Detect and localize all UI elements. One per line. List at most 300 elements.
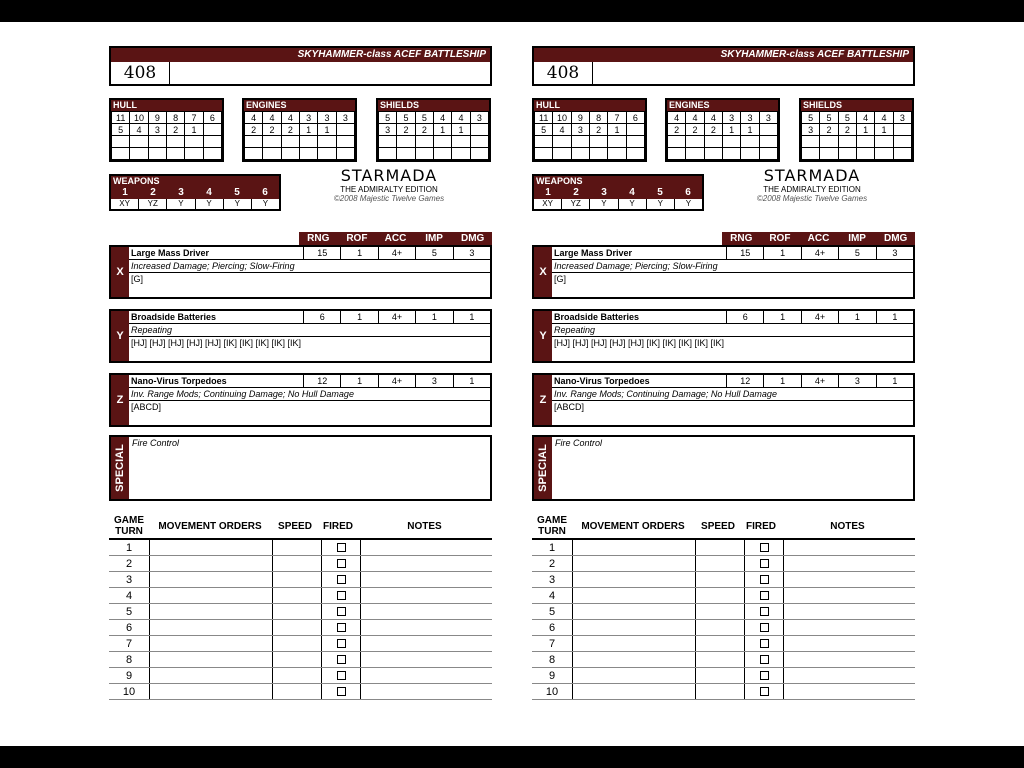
engines-box[interactable]: 2 [668,124,686,136]
hull-box[interactable]: 8 [589,112,607,124]
hull-box[interactable]: 2 [166,124,184,136]
fired-checkbox-cell[interactable] [744,652,783,667]
shields-box[interactable]: 5 [397,112,415,124]
hull-blank-box[interactable] [112,148,130,160]
speed-cell[interactable] [695,572,744,587]
turn-number: 3 [125,573,133,586]
weapon-traits: Repeating [129,324,490,337]
fired-checkbox-cell[interactable] [321,684,360,699]
engines-blank-box[interactable] [759,136,777,148]
speed-cell[interactable] [695,540,744,555]
weapon-name: Nano-Virus Torpedoes [131,376,227,386]
shields-box[interactable]: 4 [875,112,893,124]
engines-blank-box[interactable] [318,136,336,148]
hull-blank-box[interactable] [130,136,148,148]
hull-blank-box[interactable] [535,136,553,148]
engines-box[interactable]: 3 [722,112,740,124]
engines-box[interactable] [759,124,777,136]
weapon-box-z [532,373,915,427]
movement-orders-cell[interactable] [572,652,695,667]
engines-blank-box[interactable] [281,148,299,160]
speed-cell[interactable] [272,684,321,699]
shields-box[interactable]: 3 [802,124,820,136]
fired-checkbox-cell[interactable] [321,540,360,555]
notes-cell[interactable] [360,636,492,651]
engines-blank-box[interactable] [704,148,722,160]
weapon-stat: 1 [763,311,800,323]
speed-cell[interactable] [272,556,321,571]
fired-checkbox-cell[interactable] [744,540,783,555]
fired-checkbox[interactable] [760,687,769,696]
hull-box[interactable]: 7 [608,112,626,124]
hull-box[interactable] [203,124,221,136]
fired-checkbox-cell[interactable] [744,684,783,699]
hull-blank-box[interactable] [553,136,571,148]
engines-box[interactable]: 2 [686,124,704,136]
shields-box[interactable]: 5 [415,112,433,124]
fired-checkbox[interactable] [337,639,346,648]
hull-box[interactable]: 4 [130,124,148,136]
engines-box[interactable]: 4 [668,112,686,124]
movement-orders-cell[interactable] [572,620,695,635]
fired-checkbox[interactable] [337,687,346,696]
shields-blank-box[interactable] [415,136,433,148]
hull-blank-box[interactable] [166,148,184,160]
shields-box[interactable]: 4 [452,112,470,124]
engines-label: ENGINES [667,100,778,111]
speed-cell[interactable] [695,620,744,635]
weapon-arc-number: 2 [573,187,579,198]
shields-blank-box[interactable] [838,136,856,148]
fired-checkbox-cell[interactable] [321,652,360,667]
fired-checkbox[interactable] [760,543,769,552]
movement-orders-cell[interactable] [149,636,272,651]
weapon-stat: 1 [763,247,800,259]
shields-blank-box[interactable] [397,148,415,160]
engines-box[interactable]: 3 [299,112,317,124]
notes-cell[interactable] [783,572,915,587]
movement-orders-cell[interactable] [149,540,272,555]
log-header-speed: SPEED [701,520,735,532]
engines-box[interactable]: 1 [722,124,740,136]
hull-box[interactable]: 1 [185,124,203,136]
engines-blank-box[interactable] [336,148,354,160]
speed-cell[interactable] [272,588,321,603]
fired-checkbox[interactable] [337,575,346,584]
hull-blank-box[interactable] [589,148,607,160]
weapon-traits: Inv. Range Mods; Continuing Damage; No Hull Damage [552,388,913,401]
shields-box[interactable]: 5 [820,112,838,124]
shields-box[interactable]: 1 [433,124,451,136]
notes-cell[interactable] [360,556,492,571]
hull-box[interactable]: 7 [185,112,203,124]
logo-subtitle: THE ADMIRALTY EDITION [763,185,861,194]
engines-box[interactable]: 2 [245,124,263,136]
engines-blank-box[interactable] [245,148,263,160]
engines-box[interactable]: 2 [263,124,281,136]
shields-blank-box[interactable] [397,136,415,148]
log-row [109,652,492,668]
movement-orders-cell[interactable] [149,588,272,603]
weapon-stat: 6 [726,311,763,323]
engines-box[interactable]: 2 [704,124,722,136]
weapon-name: Broadside Batteries [131,312,217,322]
speed-cell[interactable] [695,636,744,651]
weapon-arc-value: Y [647,199,675,209]
hull-box[interactable]: 10 [553,112,571,124]
shields-box[interactable]: 3 [379,124,397,136]
turn-number: 3 [548,573,556,586]
speed-cell[interactable] [272,604,321,619]
fired-checkbox-cell[interactable] [321,620,360,635]
stat-header: DMG [461,233,485,244]
shields-box[interactable]: 5 [802,112,820,124]
movement-orders-cell[interactable] [572,684,695,699]
hull-box[interactable]: 6 [203,112,221,124]
engines-blank-box[interactable] [722,148,740,160]
shields-blank-box[interactable] [470,136,488,148]
engines-box[interactable]: 4 [686,112,704,124]
weapon-stat: 1 [340,375,377,387]
shields-blank-box[interactable] [893,136,911,148]
engines-box[interactable]: 1 [318,124,336,136]
speed-cell[interactable] [272,572,321,587]
engines-blank-box[interactable] [722,136,740,148]
shields-blank-box[interactable] [802,136,820,148]
engines-box[interactable]: 3 [741,112,759,124]
logo-title: STARMADA [763,166,861,185]
hull-blank-box[interactable] [571,136,589,148]
fired-checkbox[interactable] [337,543,346,552]
weapon-id: Y [534,311,552,361]
shields-box[interactable]: 4 [433,112,451,124]
hull-box[interactable]: 5 [535,124,553,136]
movement-orders-cell[interactable] [572,556,695,571]
weapon-stat: 5 [838,247,875,259]
logo-copyright: ©2008 Majestic Twelve Games [333,194,445,203]
movement-orders-cell[interactable] [149,572,272,587]
fired-checkbox-cell[interactable] [744,668,783,683]
movement-orders-cell[interactable] [149,604,272,619]
fired-checkbox[interactable] [760,607,769,616]
stat-header: RNG [730,233,753,244]
notes-cell[interactable] [360,572,492,587]
fired-checkbox-cell[interactable] [321,556,360,571]
special-text: Fire Control [555,438,603,448]
speed-cell[interactable] [695,652,744,667]
log-row [532,668,915,684]
shields-blank-box[interactable] [470,148,488,160]
notes-cell[interactable] [783,684,915,699]
movement-orders-cell[interactable] [572,668,695,683]
fired-checkbox-cell[interactable] [744,556,783,571]
shields-blank-box[interactable] [802,148,820,160]
shields-box[interactable] [470,124,488,136]
shields-box[interactable]: 1 [875,124,893,136]
starmada-logo [309,166,469,203]
engines-box[interactable]: 4 [281,112,299,124]
turn-number: 1 [548,541,556,554]
fired-checkbox[interactable] [760,655,769,664]
movement-orders-cell[interactable] [149,684,272,699]
shields-blank-box[interactable] [379,148,397,160]
shields-box[interactable]: 2 [397,124,415,136]
weapon-stat: 1 [453,375,490,387]
hull-blank-box[interactable] [608,136,626,148]
weapon-stat: 4+ [801,375,838,387]
engines-box[interactable]: 2 [281,124,299,136]
movement-orders-cell[interactable] [149,620,272,635]
notes-cell[interactable] [360,540,492,555]
notes-cell[interactable] [783,620,915,635]
fired-checkbox-cell[interactable] [744,604,783,619]
shields-blank-box[interactable] [820,148,838,160]
shields-blank-box[interactable] [452,148,470,160]
fired-checkbox-cell[interactable] [744,588,783,603]
hull-box[interactable] [626,124,644,136]
weapon-arc-value: Y [619,199,647,209]
shields-box[interactable]: 2 [838,124,856,136]
shields-blank-box[interactable] [875,136,893,148]
fired-checkbox-cell[interactable] [321,604,360,619]
hull-blank-box[interactable] [626,148,644,160]
engines-box[interactable] [336,124,354,136]
engines-blank-box[interactable] [281,136,299,148]
engines-blank-box[interactable] [263,136,281,148]
hull-box[interactable]: 3 [571,124,589,136]
weapon-stat: 1 [838,311,875,323]
hull-blank-box[interactable] [148,148,166,160]
weapon-traits: Increased Damage; Piercing; Slow-Firing [552,260,913,273]
fired-checkbox[interactable] [760,559,769,568]
engines-box[interactable]: 4 [263,112,281,124]
hull-blank-box[interactable] [553,148,571,160]
fired-checkbox[interactable] [760,591,769,600]
fired-checkbox[interactable] [337,655,346,664]
fired-checkbox-cell[interactable] [744,636,783,651]
fired-checkbox[interactable] [337,591,346,600]
shields-blank-box[interactable] [379,136,397,148]
notes-cell[interactable] [360,652,492,667]
fired-checkbox[interactable] [337,607,346,616]
speed-cell[interactable] [695,556,744,571]
fired-checkbox[interactable] [760,671,769,680]
engines-blank-box[interactable] [245,136,263,148]
fired-checkbox-cell[interactable] [321,588,360,603]
hull-box[interactable]: 11 [535,112,553,124]
hull-box[interactable]: 8 [166,112,184,124]
engines-box[interactable]: 1 [299,124,317,136]
shields-blank-box[interactable] [856,148,874,160]
speed-cell[interactable] [272,620,321,635]
movement-orders-cell[interactable] [149,652,272,667]
weapon-arc-number: 6 [685,187,691,198]
notes-cell[interactable] [360,684,492,699]
hull-box[interactable]: 6 [626,112,644,124]
shields-box[interactable]: 3 [893,112,911,124]
engines-blank-box[interactable] [263,148,281,160]
weapons-label: WEAPONS [113,176,160,186]
log-row [532,652,915,668]
shields-blank-box[interactable] [820,136,838,148]
speed-cell[interactable] [272,668,321,683]
movement-orders-cell[interactable] [572,636,695,651]
shields-label: SHIELDS [801,100,912,111]
fired-checkbox[interactable] [760,639,769,648]
weapon-arc-value: Y [685,199,692,208]
hull-blank-box[interactable] [626,136,644,148]
hull-blank-box[interactable] [166,136,184,148]
engines-box[interactable]: 3 [336,112,354,124]
speed-cell[interactable] [272,636,321,651]
notes-cell[interactable] [783,636,915,651]
engines-label: ENGINES [244,100,355,111]
notes-cell[interactable] [783,588,915,603]
shields-box[interactable]: 3 [470,112,488,124]
shields-blank-box[interactable] [433,148,451,160]
hull-box[interactable]: 9 [148,112,166,124]
hull-blank-box[interactable] [185,136,203,148]
movement-orders-cell[interactable] [572,604,695,619]
fired-checkbox-cell[interactable] [321,572,360,587]
hull-blank-box[interactable] [203,148,221,160]
hull-box[interactable]: 11 [112,112,130,124]
notes-cell[interactable] [360,668,492,683]
fired-checkbox[interactable] [760,575,769,584]
weapon-arc-value: Y [224,199,252,209]
ship-sheet-right [532,46,915,698]
weapon-arc-number: 3 [601,187,607,198]
speed-cell[interactable] [695,588,744,603]
engines-blank-box[interactable] [741,136,759,148]
engines-box[interactable]: 3 [759,112,777,124]
fired-checkbox[interactable] [337,623,346,632]
notes-cell[interactable] [360,588,492,603]
shields-box[interactable]: 5 [379,112,397,124]
notes-cell[interactable] [783,604,915,619]
shields-blank-box[interactable] [856,136,874,148]
hull-box[interactable]: 10 [130,112,148,124]
hull-blank-box[interactable] [535,148,553,160]
shields-box[interactable]: 5 [838,112,856,124]
speed-cell[interactable] [695,684,744,699]
logo-copyright: ©2008 Majestic Twelve Games [756,194,868,203]
hull-box[interactable]: 1 [608,124,626,136]
notes-cell[interactable] [360,620,492,635]
notes-cell[interactable] [783,668,915,683]
weapon-arc-value: XY [534,199,562,209]
fired-checkbox-cell[interactable] [321,636,360,651]
notes-cell[interactable] [783,652,915,667]
hull-box[interactable]: 5 [112,124,130,136]
movement-orders-cell[interactable] [149,556,272,571]
shields-blank-box[interactable] [875,148,893,160]
engines-box[interactable]: 3 [318,112,336,124]
hull-box[interactable]: 3 [148,124,166,136]
shields-box[interactable] [893,124,911,136]
hull-blank-box[interactable] [148,136,166,148]
fired-checkbox[interactable] [760,623,769,632]
movement-orders-cell[interactable] [572,572,695,587]
hull-blank-box[interactable] [203,136,221,148]
hull-blank-box[interactable] [589,136,607,148]
shields-blank-box[interactable] [415,148,433,160]
ship-points: 408 [111,62,170,84]
fired-checkbox[interactable] [337,671,346,680]
fired-checkbox-cell[interactable] [321,668,360,683]
engines-blank-box[interactable] [299,136,317,148]
shields-blank-box[interactable] [893,148,911,160]
engines-box[interactable]: 4 [245,112,263,124]
shields-blank-box[interactable] [433,136,451,148]
weapon-id: X [534,247,552,297]
weapon-arc-value: Y [590,199,618,209]
engines-box[interactable]: 4 [704,112,722,124]
engines-blank-box[interactable] [704,136,722,148]
engines-blank-box[interactable] [299,148,317,160]
speed-cell[interactable] [695,604,744,619]
speed-cell[interactable] [272,540,321,555]
shields-box[interactable]: 1 [856,124,874,136]
speed-cell[interactable] [695,668,744,683]
engines-blank-box[interactable] [668,148,686,160]
log-row [532,588,915,604]
hull-blank-box[interactable] [571,148,589,160]
hull-box[interactable]: 9 [571,112,589,124]
log-header-fired: FIRED [323,520,353,532]
notes-cell[interactable] [360,604,492,619]
speed-cell[interactable] [272,652,321,667]
shields-box[interactable]: 4 [856,112,874,124]
shields-box[interactable]: 1 [452,124,470,136]
engines-blank-box[interactable] [741,148,759,160]
engines-blank-box[interactable] [686,148,704,160]
engines-blank-box[interactable] [686,136,704,148]
movement-orders-cell[interactable] [572,588,695,603]
shields-box[interactable]: 2 [415,124,433,136]
hull-box[interactable]: 2 [589,124,607,136]
hull-blank-box[interactable] [608,148,626,160]
hull-track [109,98,224,162]
movement-orders-cell[interactable] [149,668,272,683]
engines-blank-box[interactable] [318,148,336,160]
weapon-stat: 1 [876,311,913,323]
notes-cell[interactable] [783,540,915,555]
engines-box[interactable]: 1 [741,124,759,136]
notes-cell[interactable] [783,556,915,571]
fired-checkbox-cell[interactable] [744,572,783,587]
fired-checkbox-cell[interactable] [744,620,783,635]
stat-header: ACC [807,233,830,244]
shields-blank-box[interactable] [838,148,856,160]
weapon-stat: 3 [453,247,490,259]
shields-blank-box[interactable] [452,136,470,148]
turn-number: 2 [548,557,556,570]
engines-blank-box[interactable] [668,136,686,148]
hull-blank-box[interactable] [185,148,203,160]
weapon-stat: 1 [453,311,490,323]
weapon-id: X [111,247,129,297]
shields-box[interactable]: 2 [820,124,838,136]
ship-title-box [532,46,915,86]
movement-orders-cell[interactable] [572,540,695,555]
hull-blank-box[interactable] [112,136,130,148]
fired-checkbox[interactable] [337,559,346,568]
hull-blank-box[interactable] [130,148,148,160]
engines-blank-box[interactable] [336,136,354,148]
hull-box[interactable]: 4 [553,124,571,136]
engines-blank-box[interactable] [759,148,777,160]
